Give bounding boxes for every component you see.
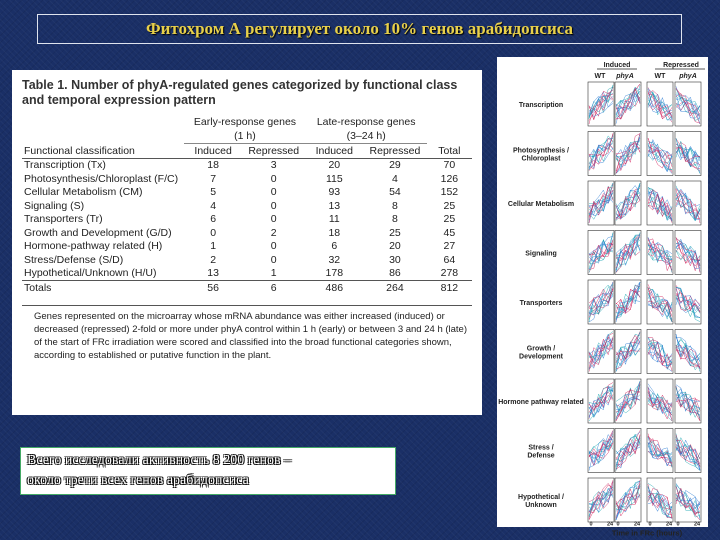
col-functional-classification: Functional classification — [22, 144, 184, 159]
totals-value: 812 — [427, 281, 472, 295]
totals-value: 264 — [363, 281, 427, 295]
row-label: Hormone-pathway related (H) — [24, 240, 163, 253]
repressed-header: Repressed — [663, 62, 699, 69]
row-value: 0 — [270, 213, 277, 226]
row-value: 0 — [210, 226, 217, 239]
note-line-2: около трети всех генов арабидопсиса — [27, 473, 249, 488]
phya-label-induced: phyA — [616, 73, 634, 80]
table-row — [22, 199, 472, 213]
mini-plot-frame — [647, 478, 673, 522]
row-value: 1 — [210, 240, 217, 253]
table-row — [22, 240, 472, 254]
table-row — [22, 158, 472, 172]
row-value: 4 — [210, 199, 217, 212]
row-value: 29 — [389, 159, 401, 172]
mini-plot-frame — [588, 429, 614, 473]
row-value: 2 — [270, 226, 277, 239]
row-value: 70 — [443, 159, 456, 172]
row-value: 20 — [328, 159, 341, 172]
induced-header: Induced — [603, 62, 631, 69]
expression-plots-svg — [497, 57, 708, 538]
row-value: 4 — [392, 172, 398, 185]
totals-value: 6 — [242, 281, 306, 295]
table-caption-label: Table 1. — [22, 78, 68, 92]
table-row — [22, 172, 472, 186]
table-row — [22, 213, 472, 227]
category-label: Hypothetical / Unknown — [518, 494, 564, 509]
table-row — [22, 226, 472, 240]
col-total: Total — [427, 144, 472, 159]
late-response-header: Late-response genes — [316, 116, 416, 129]
row-value: 64 — [443, 253, 456, 266]
table-row — [22, 267, 472, 281]
row-label: Hypothetical/Unknown (H/U) — [24, 267, 157, 280]
early-response-header: Early-response genes — [193, 116, 297, 129]
category-label: Stress / Defense — [527, 444, 555, 460]
note-line-1: Всего исследовали активность 8 200 генов – — [27, 453, 292, 468]
row-value: 6 — [331, 240, 338, 253]
column-header-row — [22, 144, 472, 159]
row-value: 0 — [270, 172, 277, 185]
category-label: Transporters — [519, 300, 563, 307]
table-row — [22, 253, 472, 267]
row-label: Signaling (S) — [24, 199, 85, 212]
tick-label: 0 — [676, 521, 680, 528]
early-response-sub: (1 h) — [184, 130, 305, 144]
row-value: 32 — [328, 253, 341, 266]
row-value: 7 — [210, 172, 217, 185]
table-footnote: Genes represented on the microarray whose mRNA abundance was either increased (induced) or decreased (repressed) 2-fold or more under phyA control within 1 h (early) or between 3 and 24 h (late) of the start of FRc irradiation were scored and classified into the broad functional categories shown, according to established or putative function in the plant. — [22, 305, 472, 362]
row-value: 25 — [389, 226, 401, 239]
tick-label: 24 — [693, 521, 701, 528]
tick-label: 24 — [606, 521, 614, 528]
tick-label: 24 — [633, 521, 641, 528]
col-late-induced: Induced — [306, 144, 364, 159]
row-value: 152 — [440, 186, 459, 199]
col-early-induced: Induced — [184, 144, 242, 159]
row-value: 126 — [440, 172, 459, 185]
row-value: 18 — [328, 226, 341, 239]
row-value: 18 — [207, 159, 219, 172]
totals-value: 56 — [184, 281, 242, 295]
group-header-row — [22, 116, 472, 130]
totals-row — [22, 281, 472, 295]
tick-label: 0 — [648, 521, 652, 528]
row-value: 0 — [270, 240, 277, 253]
category-label: Cellular Metabolism — [507, 201, 575, 208]
row-value: 54 — [389, 186, 401, 199]
row-value: 45 — [443, 226, 456, 239]
row-value: 20 — [389, 240, 401, 253]
row-value: 0 — [270, 199, 277, 212]
table-caption — [22, 78, 472, 108]
row-value: 115 — [325, 172, 343, 185]
row-value: 13 — [328, 199, 341, 212]
row-value: 11 — [328, 213, 340, 226]
late-response-sub: (3–24 h) — [306, 130, 427, 144]
group-subheader-row — [22, 130, 472, 144]
row-value: 2 — [210, 253, 217, 266]
category-label: Photosynthesis / Chloroplast — [512, 147, 570, 163]
category-label: Transcription — [518, 102, 564, 109]
row-value: 278 — [440, 267, 459, 280]
row-value: 27 — [443, 240, 456, 253]
slide-title: Фитохром А регулирует около 10% генов арабидопсиса — [37, 14, 682, 44]
row-value: 25 — [443, 213, 456, 226]
tick-label: 0 — [589, 521, 593, 528]
row-value: 25 — [443, 199, 456, 212]
totals-value: 486 — [306, 281, 364, 295]
tick-label: 0 — [616, 521, 620, 528]
row-value: 8 — [392, 213, 398, 226]
phya-label-repressed: phyA — [679, 73, 697, 80]
genes-table — [22, 116, 472, 295]
row-label: Cellular Metabolism (CM) — [24, 186, 143, 199]
row-value: 6 — [210, 213, 217, 226]
totals-label: Totals — [22, 281, 184, 295]
wt-label-induced: WT — [594, 73, 606, 80]
row-label: Photosynthesis/Chloroplast (F/C) — [24, 172, 179, 185]
col-late-repressed: Repressed — [363, 144, 427, 159]
row-label: Stress/Defense (S/D) — [24, 253, 124, 266]
row-label: Transcription (Tx) — [24, 159, 106, 172]
row-value: 86 — [389, 267, 401, 280]
wt-label-repressed: WT — [654, 73, 666, 80]
x-axis-label: Time in FRc (hours) — [611, 528, 683, 538]
row-value: 0 — [270, 253, 277, 266]
row-value: 5 — [210, 186, 217, 199]
expression-figure — [497, 57, 708, 538]
table-caption-text: Number of phyA-regulated genes categorized by functional class and temporal expression pattern — [22, 78, 458, 107]
row-value: 3 — [270, 159, 277, 172]
row-label: Growth and Development (G/D) — [24, 226, 172, 239]
row-value: 0 — [270, 186, 277, 199]
tick-label: 24 — [665, 521, 673, 528]
category-label: Signaling — [525, 250, 557, 258]
table-panel — [12, 70, 482, 415]
row-label: Transporters (Tr) — [24, 213, 103, 226]
row-value: 30 — [389, 253, 401, 266]
row-value: 93 — [328, 186, 341, 199]
row-value: 13 — [207, 267, 219, 280]
row-value: 1 — [270, 267, 277, 280]
category-label: Hormone pathway related — [498, 399, 584, 406]
row-value: 178 — [325, 267, 344, 280]
category-label: Growth / Development — [519, 345, 563, 361]
row-value: 8 — [392, 199, 398, 212]
table-row — [22, 186, 472, 200]
col-early-repressed: Repressed — [242, 144, 306, 159]
note-box — [20, 447, 396, 495]
